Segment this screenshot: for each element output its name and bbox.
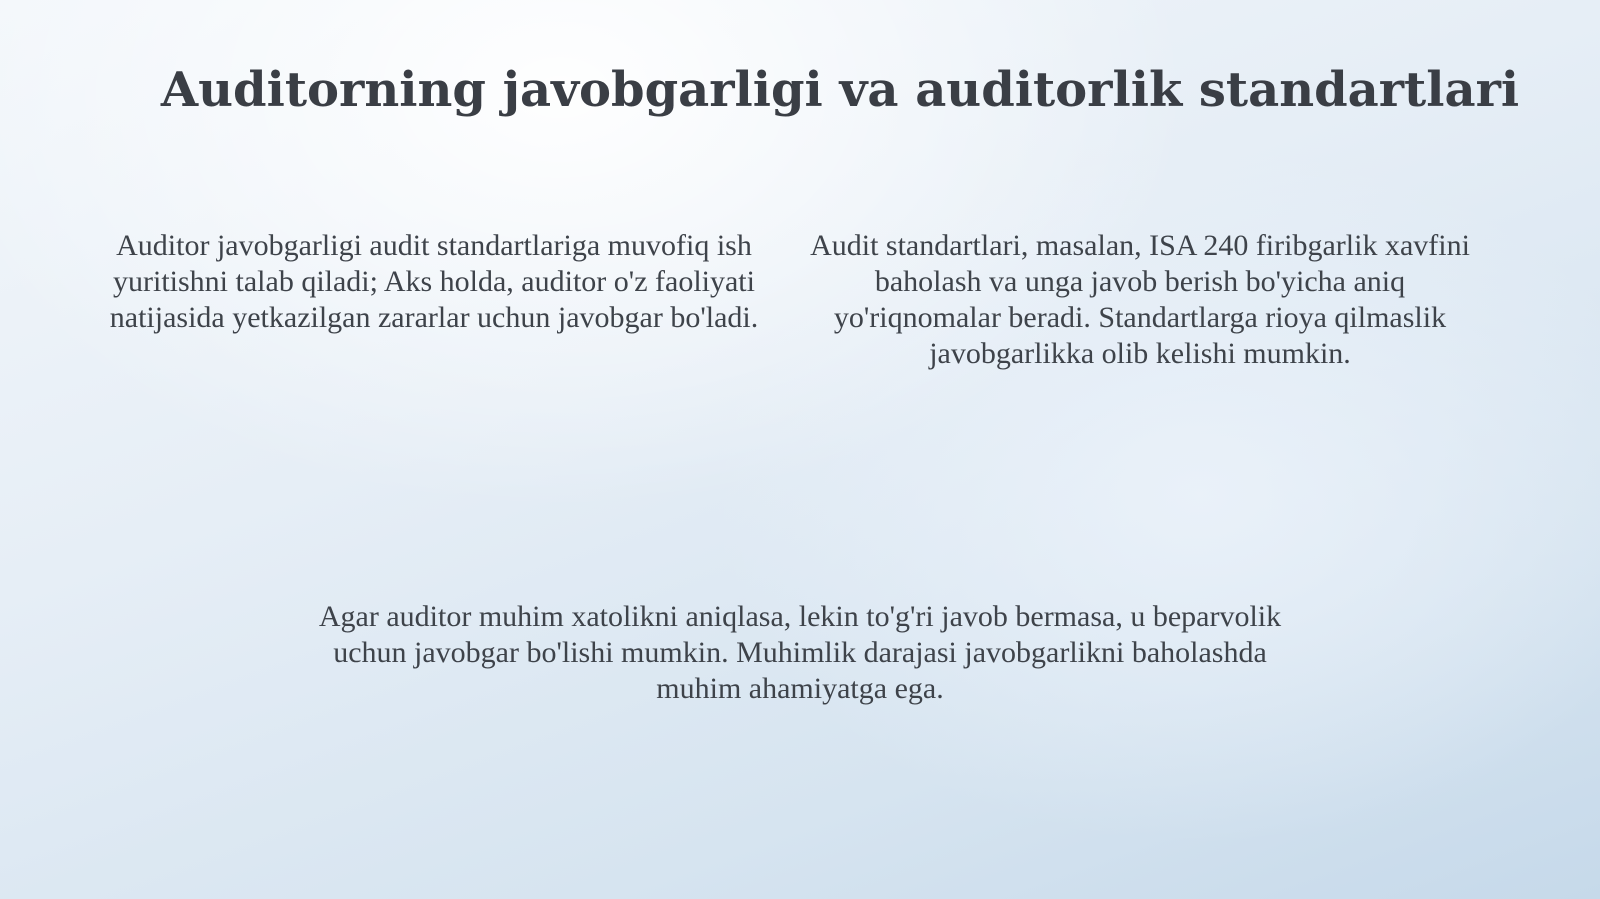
paragraph-left: Auditor javobgarligi audit standartlariga muvofiq ish yuritishni talab qiladi; Aks holda, auditor o'z faoliyati natijasida yetkazilgan zararlar uchun javobgar bo'ladi. (109, 229, 759, 334)
paragraph-bottom: Agar auditor muhim xatolikni aniqlasa, lekin to'g'ri javob bermasa, u beparvolik uchun javobgar bo'lishi mumkin. Muhimlik darajasi javobgarlikni baholashda muhim ahamiyatga ega. (318, 600, 1282, 705)
paragraph-right: Audit standartlari, masalan, ISA 240 firibgarlik xavfini baholash va unga javob berish bo'yicha aniq yo'riqnomalar beradi. Standartlarga rioya qilmaslik javobgarlikka olib kelishi mumkin. (810, 229, 1470, 370)
slide-title: Auditorning javobgarligi va auditorlik standartlari (160, 62, 1520, 118)
